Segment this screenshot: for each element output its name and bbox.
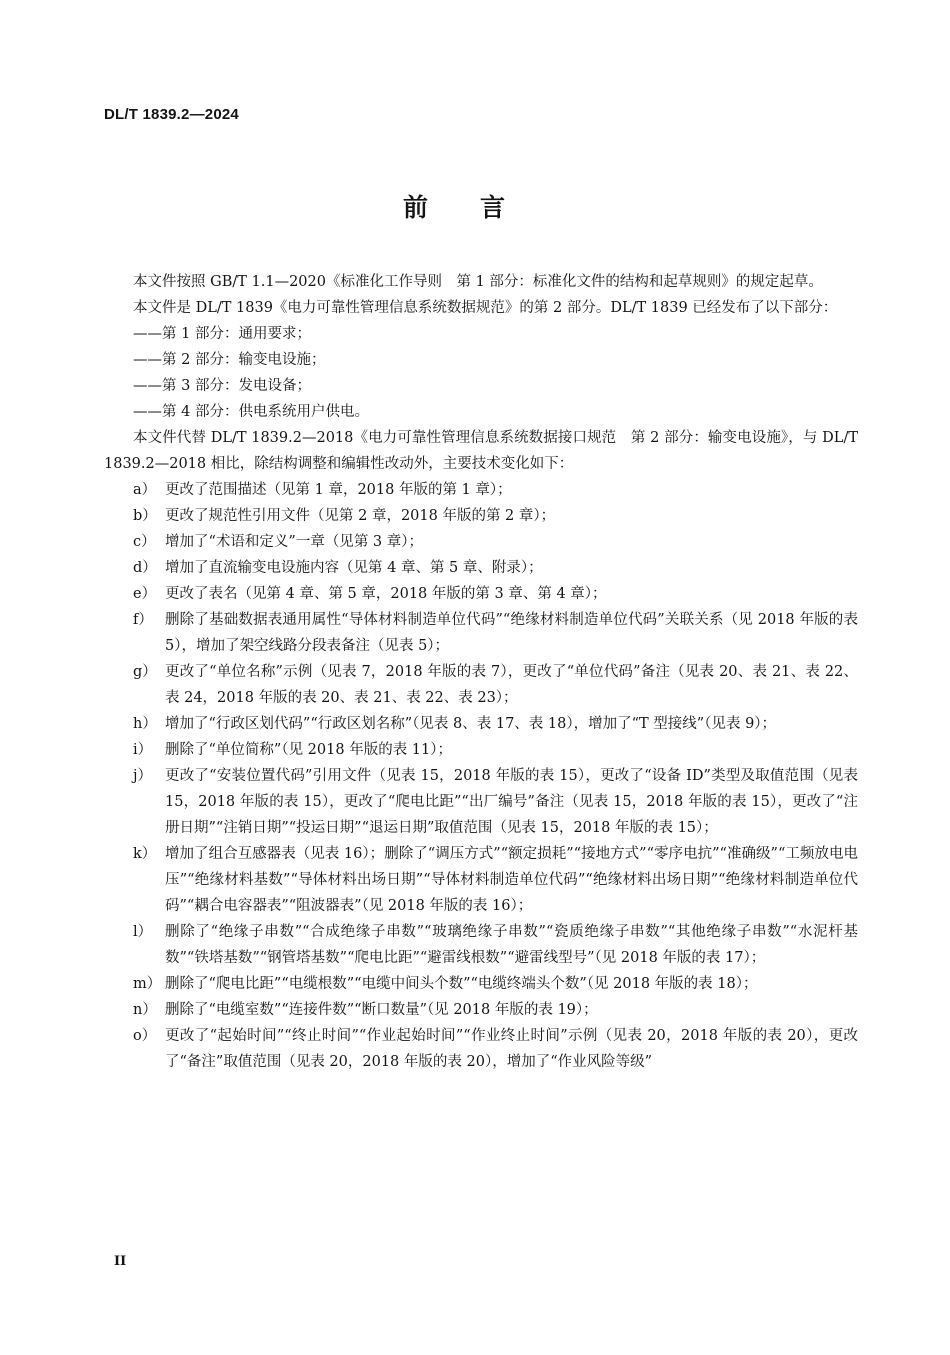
list-marker: j） xyxy=(133,768,152,784)
foreword-body xyxy=(104,269,858,1075)
change-item xyxy=(104,841,858,919)
change-item xyxy=(104,737,858,763)
list-item: ——第 3 部分：发电设备； xyxy=(133,378,311,394)
change-item xyxy=(104,529,858,555)
change-item xyxy=(104,919,858,971)
list-text: 更改了规范性引用文件（见第 2 章，2018 年版的第 2 章）； xyxy=(165,508,556,524)
list-marker: k） xyxy=(133,846,157,862)
list-text: 更改了“起始时间”“终止时间”“作业起始时间”“作业终止时间”示例（见表 20，2018 年版的表 20），更改了“备注”取值范围（见表 20，2018 年版的表 20），增加了“作业风险等级” xyxy=(165,1028,858,1070)
page-number: II xyxy=(114,1254,127,1269)
list-marker: b） xyxy=(133,508,157,524)
list-marker: c） xyxy=(133,534,156,550)
change-item xyxy=(104,1023,858,1075)
paragraph: 本文件代替 DL/T 1839.2—2018《电力可靠性管理信息系统数据接口规范 第 2 部分：输变电设施》，与 DL/T 1839.2—2018 相比，除结构调整和编辑性改动外，主要技术变化如下： xyxy=(104,430,858,472)
list-marker: o） xyxy=(133,1028,157,1044)
list-text: 更改了范围描述（见第 1 章，2018 年版的第 1 章）； xyxy=(165,482,512,498)
list-marker: d） xyxy=(133,560,157,576)
change-item xyxy=(104,607,858,659)
list-text: 增加了直流输变电设施内容（见第 4 章、第 5 章、附录）； xyxy=(165,560,543,576)
list-text: 删除了基础数据表通用属性“导体材料制造单位代码”“绝缘材料制造单位代码”关联关系（见 2018 年版的表 5），增加了架空线路分段表备注（见表 5）； xyxy=(165,612,858,654)
list-text: 增加了“术语和定义”一章（见第 3 章）； xyxy=(165,534,424,550)
change-item xyxy=(104,477,858,503)
paragraph: 本文件是 DL/T 1839《电力可靠性管理信息系统数据规范》的第 2 部分。DL/T 1839 已经发布了以下部分： xyxy=(133,300,838,316)
list-marker: n） xyxy=(133,1002,157,1018)
list-item: ——第 2 部分：输变电设施； xyxy=(133,352,326,368)
list-marker: f） xyxy=(133,612,153,628)
list-text: 更改了“安装位置代码”引用文件（见表 15，2018 年版的表 15），更改了“设备 ID”类型及取值范围（见表 15，2018 年版的表 15），更改了“爬电比距”“出厂编号”备注（见表 15，2018 年版的表 15），更改了“注册日期”“注销日期”“投运日期”“退运日期”取值范围（见表 15，2018 年版的表 15）； xyxy=(165,768,858,836)
list-marker: h） xyxy=(133,716,157,732)
page-title: 前言 xyxy=(402,193,557,222)
list-text: 删除了“绝缘子串数”“合成绝缘子串数”“玻璃绝缘子串数”“瓷质绝缘子串数”“其他绝缘子串数”“水泥杆基数”“铁塔基数”“钢管塔基数”“爬电比距”“避雷线根数”“避雷线型号”（见 2018 年版的表 17）； xyxy=(165,924,858,966)
change-item xyxy=(104,503,858,529)
list-item: ——第 1 部分：通用要求； xyxy=(133,326,311,342)
change-item xyxy=(104,711,858,737)
list-text: 更改了“单位名称”示例（见表 7，2018 年版的表 7），更改了“单位代码”备注（见表 20、表 21、表 22、表 24，2018 年版的表 20、表 21、表 22、表 23）； xyxy=(165,664,858,706)
list-marker: m） xyxy=(133,976,162,992)
list-item: ——第 4 部分：供电系统用户供电。 xyxy=(133,404,369,420)
list-text: 增加了组合互感器表（见表 16）；删除了“调压方式”“额定损耗”“接地方式”“零序电抗”“准确级”“工频放电电压”“绝缘材料基数”“导体材料出场日期”“导体材料制造单位代码”“绝缘材料出场日期”“绝缘材料制造单位代码”“耦合电容器表”“阻波器表”（见 2018 年版的表 16）； xyxy=(165,846,858,914)
list-marker: i） xyxy=(133,742,153,758)
list-text: 删除了“单位简称”（见 2018 年版的表 11）； xyxy=(165,742,453,758)
list-text: 增加了“行政区划代码”“行政区划名称”（见表 8、表 17、表 18），增加了“T 型接线”（见表 9）； xyxy=(165,716,777,732)
change-item xyxy=(104,971,858,997)
list-marker: a） xyxy=(133,482,157,498)
change-item xyxy=(104,555,858,581)
paragraph: 本文件按照 GB/T 1.1—2020《标准化工作导则 第 1 部分：标准化文件的结构和起草规则》的规定起草。 xyxy=(133,274,823,290)
change-item xyxy=(104,581,858,607)
change-item xyxy=(104,763,858,841)
change-item xyxy=(104,659,858,711)
document-code: DL/T 1839.2—2024 xyxy=(104,106,239,123)
list-marker: e） xyxy=(133,586,157,602)
list-text: 删除了“爬电比距”“电缆根数”“电缆中间头个数”“电缆终端头个数”（见 2018 年版的表 18）； xyxy=(165,976,758,992)
list-marker: g） xyxy=(133,664,157,680)
list-text: 删除了“电缆室数”“连接件数”“断口数量”（见 2018 年版的表 19）； xyxy=(165,1002,598,1018)
list-text: 更改了表名（见第 4 章、第 5 章，2018 年版的第 3 章、第 4 章）； xyxy=(165,586,607,602)
list-marker: l） xyxy=(133,924,153,940)
change-item xyxy=(104,997,858,1023)
